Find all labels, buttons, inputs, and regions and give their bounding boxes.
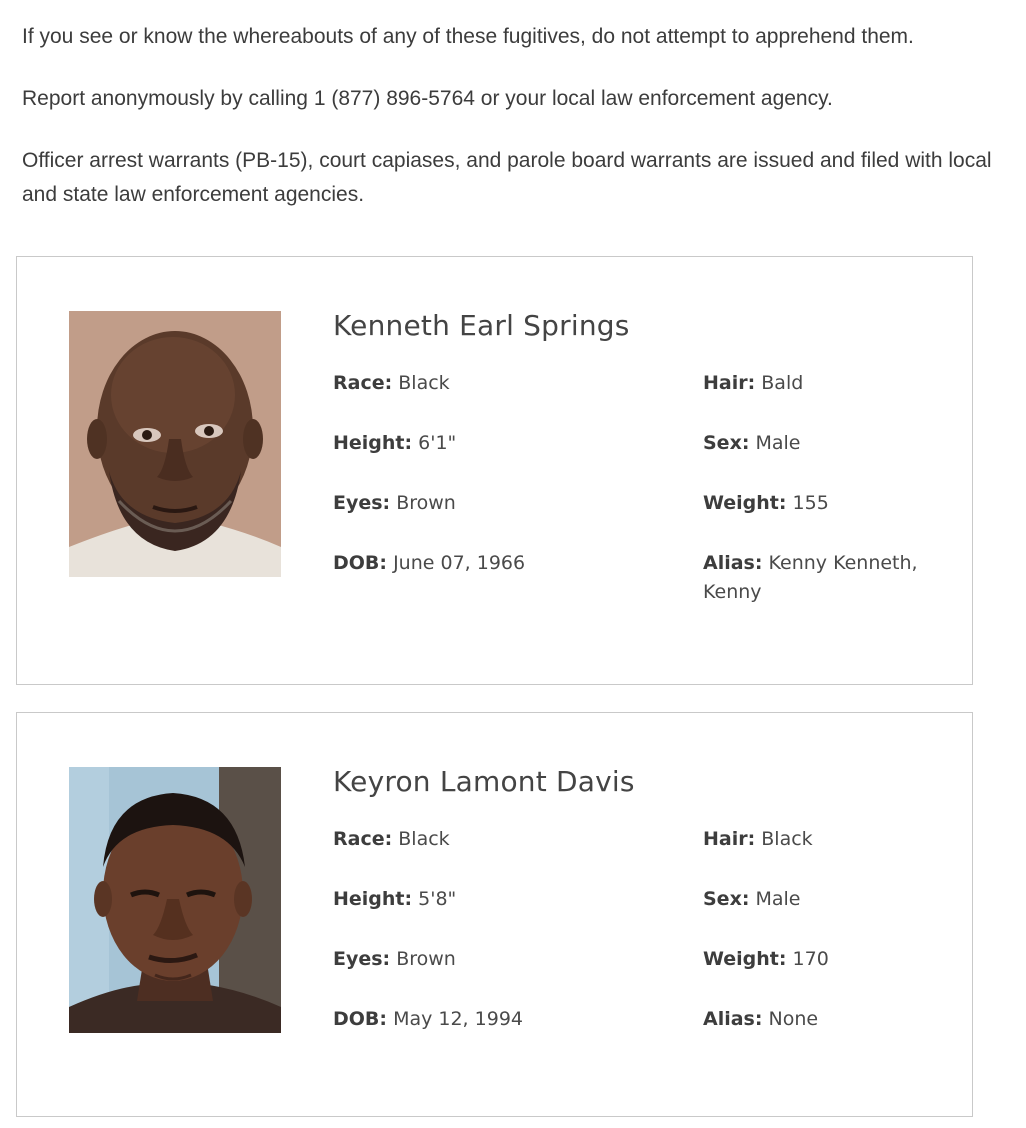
weight-field <box>703 489 943 518</box>
alias-value: None <box>768 1008 819 1030</box>
fugitive-card <box>16 256 973 685</box>
warning-text: If you see or know the whereabouts of any of these fugitives, do not attempt to apprehend them. <box>22 25 914 48</box>
dob-field <box>333 549 663 578</box>
dob-value: June 07, 1966 <box>393 552 526 574</box>
hair-label: Hair: <box>703 828 756 850</box>
alias-label: Alias: <box>703 1008 763 1030</box>
eyes-label: Eyes: <box>333 492 391 514</box>
dob-field <box>333 1005 663 1034</box>
alias-field <box>703 549 943 607</box>
race-value: Black <box>398 372 450 394</box>
eyes-value: Brown <box>396 948 456 970</box>
sex-field <box>703 429 943 458</box>
eyes-value: Brown <box>396 492 456 514</box>
mugshot-photo <box>69 311 281 577</box>
weight-field <box>703 945 943 974</box>
height-label: Height: <box>333 432 413 454</box>
weight-value: 170 <box>792 948 829 970</box>
height-value: 5'8" <box>418 888 457 910</box>
fugitive-name: Kenneth Earl Springs <box>333 309 630 342</box>
alias-field <box>703 1005 943 1034</box>
race-field <box>333 369 663 398</box>
intro-text <box>22 20 1022 240</box>
dob-label: DOB: <box>333 1008 388 1030</box>
weight-label: Weight: <box>703 492 787 514</box>
eyes-label: Eyes: <box>333 948 391 970</box>
sex-value: Male <box>755 888 801 910</box>
weight-value: 155 <box>792 492 829 514</box>
eyes-field <box>333 489 663 518</box>
hair-value: Black <box>761 828 813 850</box>
height-field <box>333 885 663 914</box>
weight-label: Weight: <box>703 948 787 970</box>
race-field <box>333 825 663 854</box>
alias-value: Kenny Kenneth, Kenny <box>703 552 918 603</box>
sex-label: Sex: <box>703 432 750 454</box>
race-value: Black <box>398 828 450 850</box>
hair-field <box>703 825 943 854</box>
hair-value: Bald <box>761 372 804 394</box>
warrants-text: Officer arrest warrants (PB-15), court capiases, and parole board warrants are issued and filed with local and state law enforcement agencies. <box>22 149 992 206</box>
dob-label: DOB: <box>333 552 388 574</box>
sex-field <box>703 885 943 914</box>
sex-label: Sex: <box>703 888 750 910</box>
hair-field <box>703 369 943 398</box>
fugitive-card <box>16 712 973 1117</box>
sex-value: Male <box>755 432 801 454</box>
dob-value: May 12, 1994 <box>393 1008 523 1030</box>
hair-label: Hair: <box>703 372 756 394</box>
height-label: Height: <box>333 888 413 910</box>
eyes-field <box>333 945 663 974</box>
height-field <box>333 429 663 458</box>
alias-label: Alias: <box>703 552 763 574</box>
race-label: Race: <box>333 372 393 394</box>
mugshot-photo <box>69 767 281 1033</box>
height-value: 6'1" <box>418 432 457 454</box>
race-label: Race: <box>333 828 393 850</box>
report-text: Report anonymously by calling 1 (877) 896-5764 or your local law enforcement agency. <box>22 87 833 110</box>
fugitive-name: Keyron Lamont Davis <box>333 765 635 798</box>
